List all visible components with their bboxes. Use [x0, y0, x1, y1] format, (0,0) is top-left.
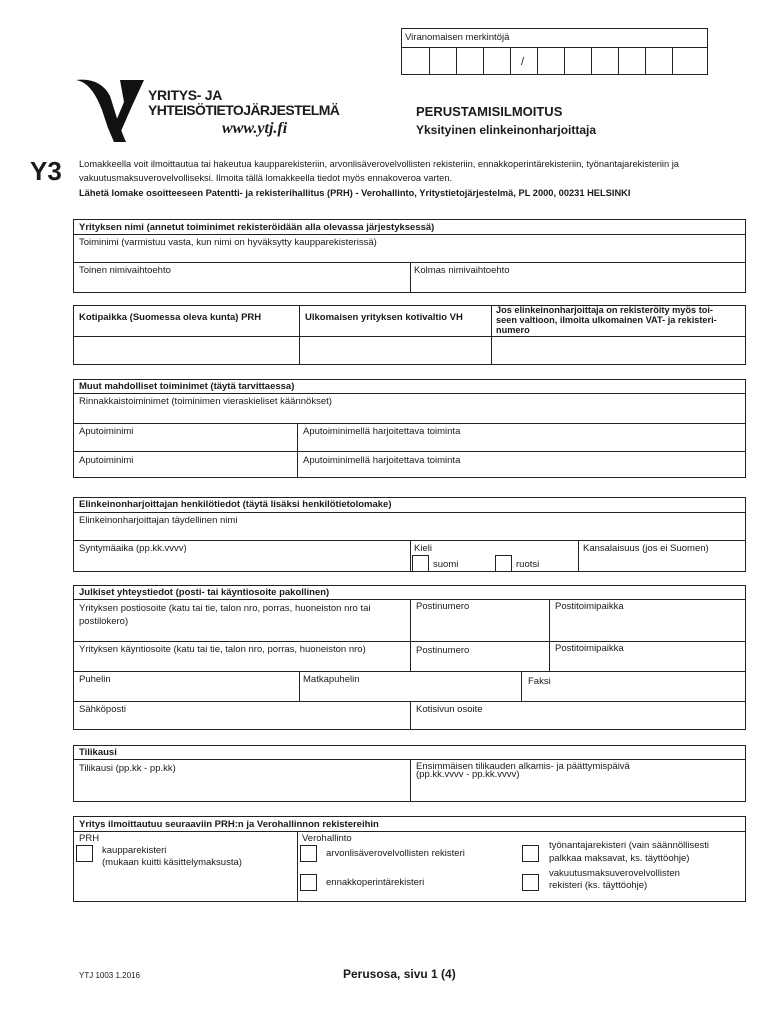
insurance-register-label-1: vakuutusmaksuverovelvollisten: [549, 868, 680, 879]
form-subtitle: Yksityinen elinkeinonharjoittaja: [416, 123, 597, 137]
trade-register-label-1: kaupparekisteri: [102, 845, 167, 856]
postal-address-field[interactable]: [74, 600, 409, 640]
tax-admin-label: Verohallinto: [302, 833, 352, 844]
first-period-label-2: (pp.kk.vvvv - pp.kk.vvvv): [416, 769, 520, 780]
aux-name-1-field[interactable]: [74, 424, 296, 450]
trade-register-label-2: (mukaan kuitti käsittelymaksusta): [102, 857, 242, 868]
insurance-register-label-2: rekisteri (ks. täyttöohje): [549, 880, 648, 891]
citizenship-label: Kansalaisuus (jos ei Suomen): [583, 543, 709, 554]
visit-address-field[interactable]: [74, 642, 409, 670]
trade-name-label: Toiminimi (varmistuu vasta, kun nimi on hyväksytty kaupparekisterissä): [79, 237, 377, 248]
trade-name-field[interactable]: [74, 235, 745, 262]
full-name-field[interactable]: [74, 513, 745, 539]
vat-register-label: arvonlisäverovelvollisten rekisteri: [326, 848, 465, 859]
fiscal-period-label: Tilikausi (pp.kk - pp.kk): [79, 763, 176, 774]
section-company-name-header: Yrityksen nimi (annetut toiminimet rekisteröidään alla olevassa järjestyksessä): [79, 222, 435, 233]
website-label: Kotisivun osoite: [416, 704, 483, 715]
section-personal-info-header: Elinkeinonharjoittajan henkilötiedot (täytä lisäksi henkilötietolomake): [79, 499, 392, 510]
postcode-1-label: Postinumero: [416, 601, 470, 612]
first-period-label-1: Ensimmäisen tilikauden alkamis- ja päättymispäivä: [416, 761, 630, 772]
email-label: Sähköposti: [79, 704, 127, 715]
employer-register-label-2: palkkaa maksavat, ks. täyttöohje): [549, 853, 690, 864]
official-markings-slash: /: [521, 56, 525, 68]
birth-date-label: Syntymäaika (pp.kk.vvvv): [79, 543, 187, 554]
aux-name-2-label: Aputoiminimi: [79, 455, 134, 466]
employer-register-checkbox[interactable]: [522, 845, 539, 862]
mobile-field[interactable]: [300, 672, 520, 700]
postal-address-label-1: Yrityksen postiosoite (katu tai tie, talon nro, porras, huoneiston nro tai: [79, 603, 371, 614]
form-title: PERUSTAMISILMOITUS: [416, 104, 563, 119]
birth-date-field[interactable]: [74, 541, 409, 571]
prepayment-register-checkbox[interactable]: [300, 874, 317, 891]
section-fiscal-period-header: Tilikausi: [79, 747, 117, 758]
third-name-field[interactable]: [411, 263, 745, 292]
section-other-names-header: Muut mahdolliset toiminimet (täytä tarvittaessa): [79, 381, 295, 392]
mobile-label: Matkapuhelin: [303, 674, 360, 685]
aux-activity-1-label: Aputoiminimellä harjoitettava toiminta: [303, 426, 461, 437]
parallel-names-field[interactable]: [74, 394, 745, 422]
full-name-label: Elinkeinonharjoittajan täydellinen nimi: [79, 515, 238, 526]
post-office-1-field[interactable]: [550, 600, 745, 640]
third-name-label: Kolmas nimivaihtoehto: [414, 265, 510, 276]
section-contact-header: Julkiset yhteystiedot (posti- tai käyntiosoite pakollinen): [79, 587, 330, 598]
visit-address-label: Yrityksen käyntiosoite (katu tai tie, talon nro, porras, huoneiston nro): [79, 644, 366, 655]
section-registers-header: Yritys ilmoittautuu seuraaviin PRH:n ja Verohallinnon rekistereihin: [79, 819, 379, 830]
email-field[interactable]: [74, 702, 409, 729]
language-label: Kieli: [414, 543, 432, 554]
fax-field[interactable]: [522, 672, 745, 700]
logo-line-2: YHTEISÖTIETOJÄRJESTELMÄ: [148, 102, 340, 118]
swedish-checkbox[interactable]: [495, 555, 512, 572]
aux-activity-1-field[interactable]: [298, 424, 745, 450]
aux-activity-2-field[interactable]: [298, 452, 745, 477]
trade-register-checkbox[interactable]: [76, 845, 93, 862]
insurance-register-checkbox[interactable]: [522, 874, 539, 891]
aux-activity-2-label: Aputoiminimellä harjoitettava toiminta: [303, 455, 461, 466]
intro-line-2: vakuutusmaksuverovelvolliseksi. Ilmoita tällä lomakkeella tiedot myös ennakoveroa varten.: [79, 173, 453, 183]
postal-address-label-2: postilokero): [79, 616, 129, 627]
website-field[interactable]: [411, 702, 745, 729]
fiscal-period-field[interactable]: [74, 760, 409, 801]
postcode-2-field[interactable]: [411, 642, 548, 670]
foreign-vat-label-2: seen valtioon, ilmoita ulkomainen VAT- ja rekisteri-: [496, 315, 717, 325]
aux-name-1-label: Aputoiminimi: [79, 426, 134, 437]
intro-line-1: Lomakkeella voit ilmoittautua tai hakeutua kaupparekisteriin, arvonlisäverovelvollisten rekisteriin, ennakkoperintärekisteriin, työnantajarekisteriin ja: [79, 159, 679, 169]
form-version-code: YTJ 1003 1.2016: [79, 971, 140, 980]
foreign-home-country-label: Ulkomaisen yrityksen kotivaltio VH: [305, 312, 463, 323]
foreign-vat-field[interactable]: [492, 337, 745, 364]
foreign-vat-label-3: numero: [496, 325, 530, 335]
postcode-2-label: Postinumero: [416, 645, 470, 656]
second-name-label: Toinen nimivaihtoehto: [79, 265, 171, 276]
first-period-field[interactable]: [411, 760, 745, 801]
domicile-label: Kotipaikka (Suomessa oleva kunta) PRH: [79, 312, 262, 323]
form-code: Y3: [30, 156, 62, 186]
foreign-home-country-field[interactable]: [300, 337, 490, 364]
page-indicator: Perusosa, sivu 1 (4): [343, 967, 456, 981]
citizenship-field[interactable]: [579, 541, 745, 571]
aux-name-2-field[interactable]: [74, 452, 296, 477]
official-markings-label: Viranomaisen merkintöjä: [405, 32, 510, 43]
finnish-label: suomi: [433, 559, 459, 570]
post-office-2-field[interactable]: [550, 642, 745, 670]
ytj-logo: [74, 76, 340, 146]
swedish-label: ruotsi: [516, 559, 540, 570]
fax-label: Faksi: [528, 676, 551, 687]
foreign-vat-label-1: Jos elinkeinonharjoittaja on rekisteröity myös toi-: [496, 305, 713, 315]
logo-url: www.ytj.fi: [222, 120, 288, 137]
send-to-address: Lähetä lomake osoitteeseen Patentti- ja rekisterihallitus (PRH) - Verohallinto, Yritystietojärjestelmä, PL 2000, 00231 HELSINKI: [79, 188, 631, 198]
finnish-checkbox[interactable]: [412, 555, 429, 572]
domicile-field[interactable]: [74, 337, 298, 364]
prepayment-register-label: ennakkoperintärekisteri: [326, 877, 425, 888]
postcode-1-field[interactable]: [411, 600, 548, 640]
post-office-1-label: Postitoimipaikka: [555, 601, 624, 612]
second-name-field[interactable]: [74, 263, 409, 292]
phone-label: Puhelin: [79, 674, 111, 685]
vat-register-checkbox[interactable]: [300, 845, 317, 862]
prh-label: PRH: [79, 833, 100, 844]
logo-line-1: YRITYS- JA: [148, 87, 223, 103]
employer-register-label-1: työnantajarekisteri (vain säännöllisesti: [549, 840, 709, 851]
parallel-names-label: Rinnakkaistoiminimet (toiminimen vieraskieliset käännökset): [79, 396, 332, 407]
post-office-2-label: Postitoimipaikka: [555, 643, 624, 654]
ytj-y-icon: [74, 76, 154, 146]
phone-field[interactable]: [74, 672, 298, 700]
